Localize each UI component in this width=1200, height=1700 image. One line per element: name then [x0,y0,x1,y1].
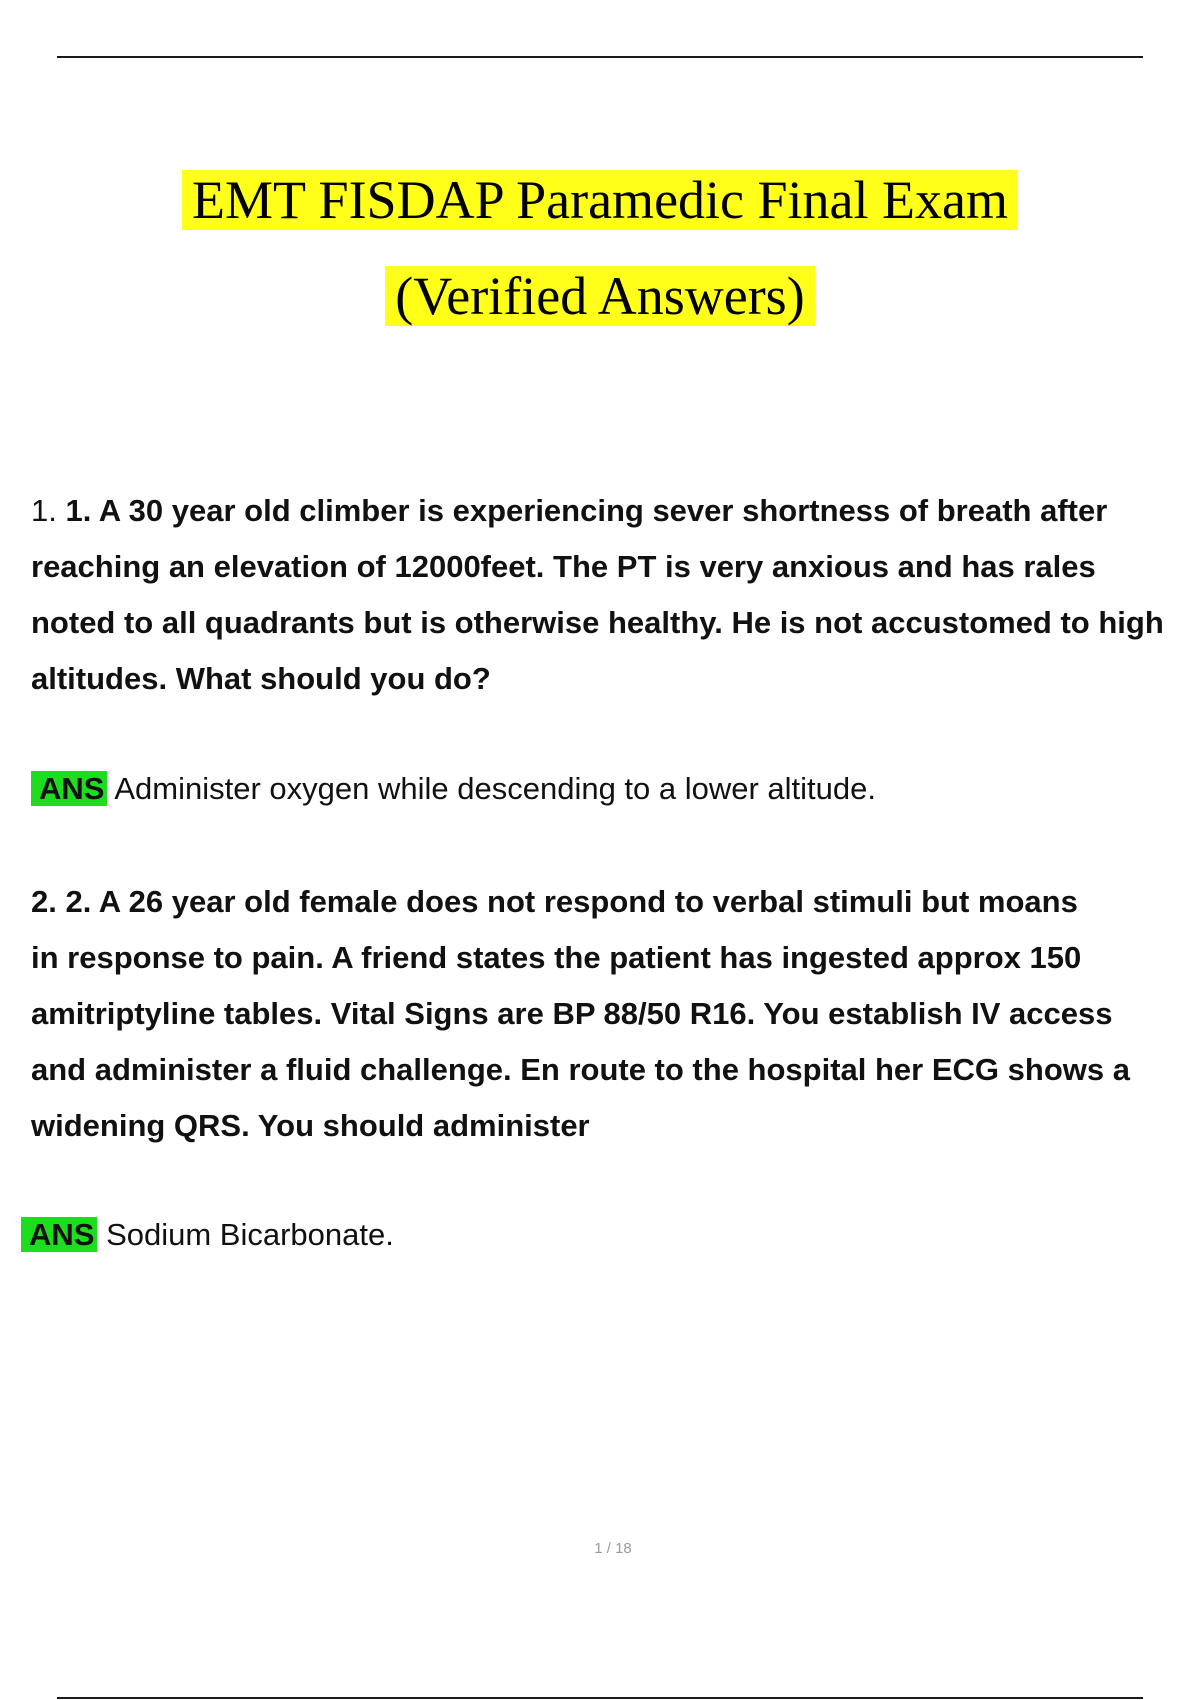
page-indicator: 1 / 18 [594,1540,632,1557]
document-title-line1 [0,168,1200,232]
answer-1-text: Administer oxygen while descending to a lower altitude. [114,771,877,806]
question-1-text: 1. A 30 year old climber is experiencing sever shortness of breath after reaching an elevation of 12000feet. The PT is very anxious and has rales noted to all quadrants but is otherwise healthy. He is not accustomed to high altitudes. What should you do? [31,493,1164,696]
subtitle-highlight: (Verified Answers) [385,266,814,326]
title-highlight: EMT FISDAP Paramedic Final Exam [182,170,1018,230]
answer-1 [31,769,876,809]
answer-1-tag: ANS [31,771,107,806]
document-title-line2 [0,264,1200,328]
question-2-number: 2. [31,884,57,919]
answer-2-tag: ANS [21,1217,97,1252]
answer-2 [21,1215,394,1255]
question-2-text: 2. A 26 year old female does not respond to verbal stimuli but moans in response to pain. A friend states the patient has ingested approx 150 amitriptyline tables. Vital Signs are BP 88/50 R16. You establish IV access and administer a fluid challenge. En route to the hospital her ECG shows a widening QRS. You should administer [31,884,1130,1143]
question-1 [31,483,1191,707]
question-2 [31,874,1181,1154]
question-1-number: 1. [31,493,57,528]
answer-2-text: Sodium Bicarbonate. [106,1217,394,1252]
top-rule [57,56,1143,58]
bottom-rule [57,1697,1143,1699]
